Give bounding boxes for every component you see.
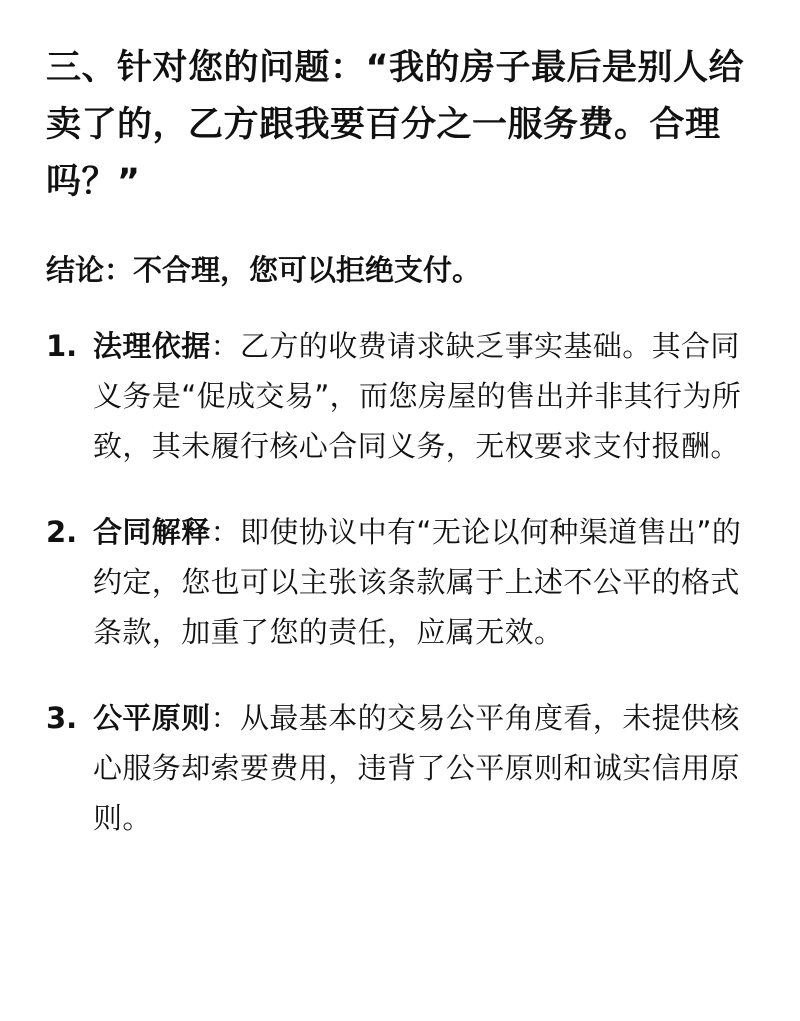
list-item-body: ：从最基本的交易公平角度看，未提供核心服务却索要费用，违背了公平原则和诚实信用原则。 (93, 701, 740, 835)
list-item (46, 693, 760, 843)
list-item-term: 公平原则 (93, 701, 211, 735)
list-item (46, 507, 760, 657)
section-heading: 三、针对您的问题：“我的房子最后是别人给卖了的，乙方跟我要百分之一服务费。合理吗？” (46, 48, 745, 202)
list-item-text (93, 693, 753, 843)
list-number: 1. (46, 329, 78, 363)
list-item-body: ：即使协议中有“无论以何种渠道售出”的约定，您也可以主张该条款属于上述不公平的格式条款，加重了您的责任，应属无效。 (93, 515, 742, 649)
list-item-body: ：乙方的收费请求缺乏事实基础。其合同义务是“促成交易”，而您房屋的售出并非其行为所致，其未履行核心合同义务，无权要求支付报酬。 (93, 329, 742, 463)
list-item-term: 合同解释 (93, 515, 211, 549)
list-item-term: 法理依据 (93, 329, 211, 363)
list-number: 2. (46, 515, 78, 549)
reason-list (46, 321, 760, 843)
list-item-text (93, 321, 753, 471)
conclusion-text: 结论：不合理，您可以拒绝支付。 (46, 253, 482, 287)
list-number: 3. (46, 701, 78, 735)
list-item (46, 321, 760, 471)
list-item-text (93, 507, 753, 657)
